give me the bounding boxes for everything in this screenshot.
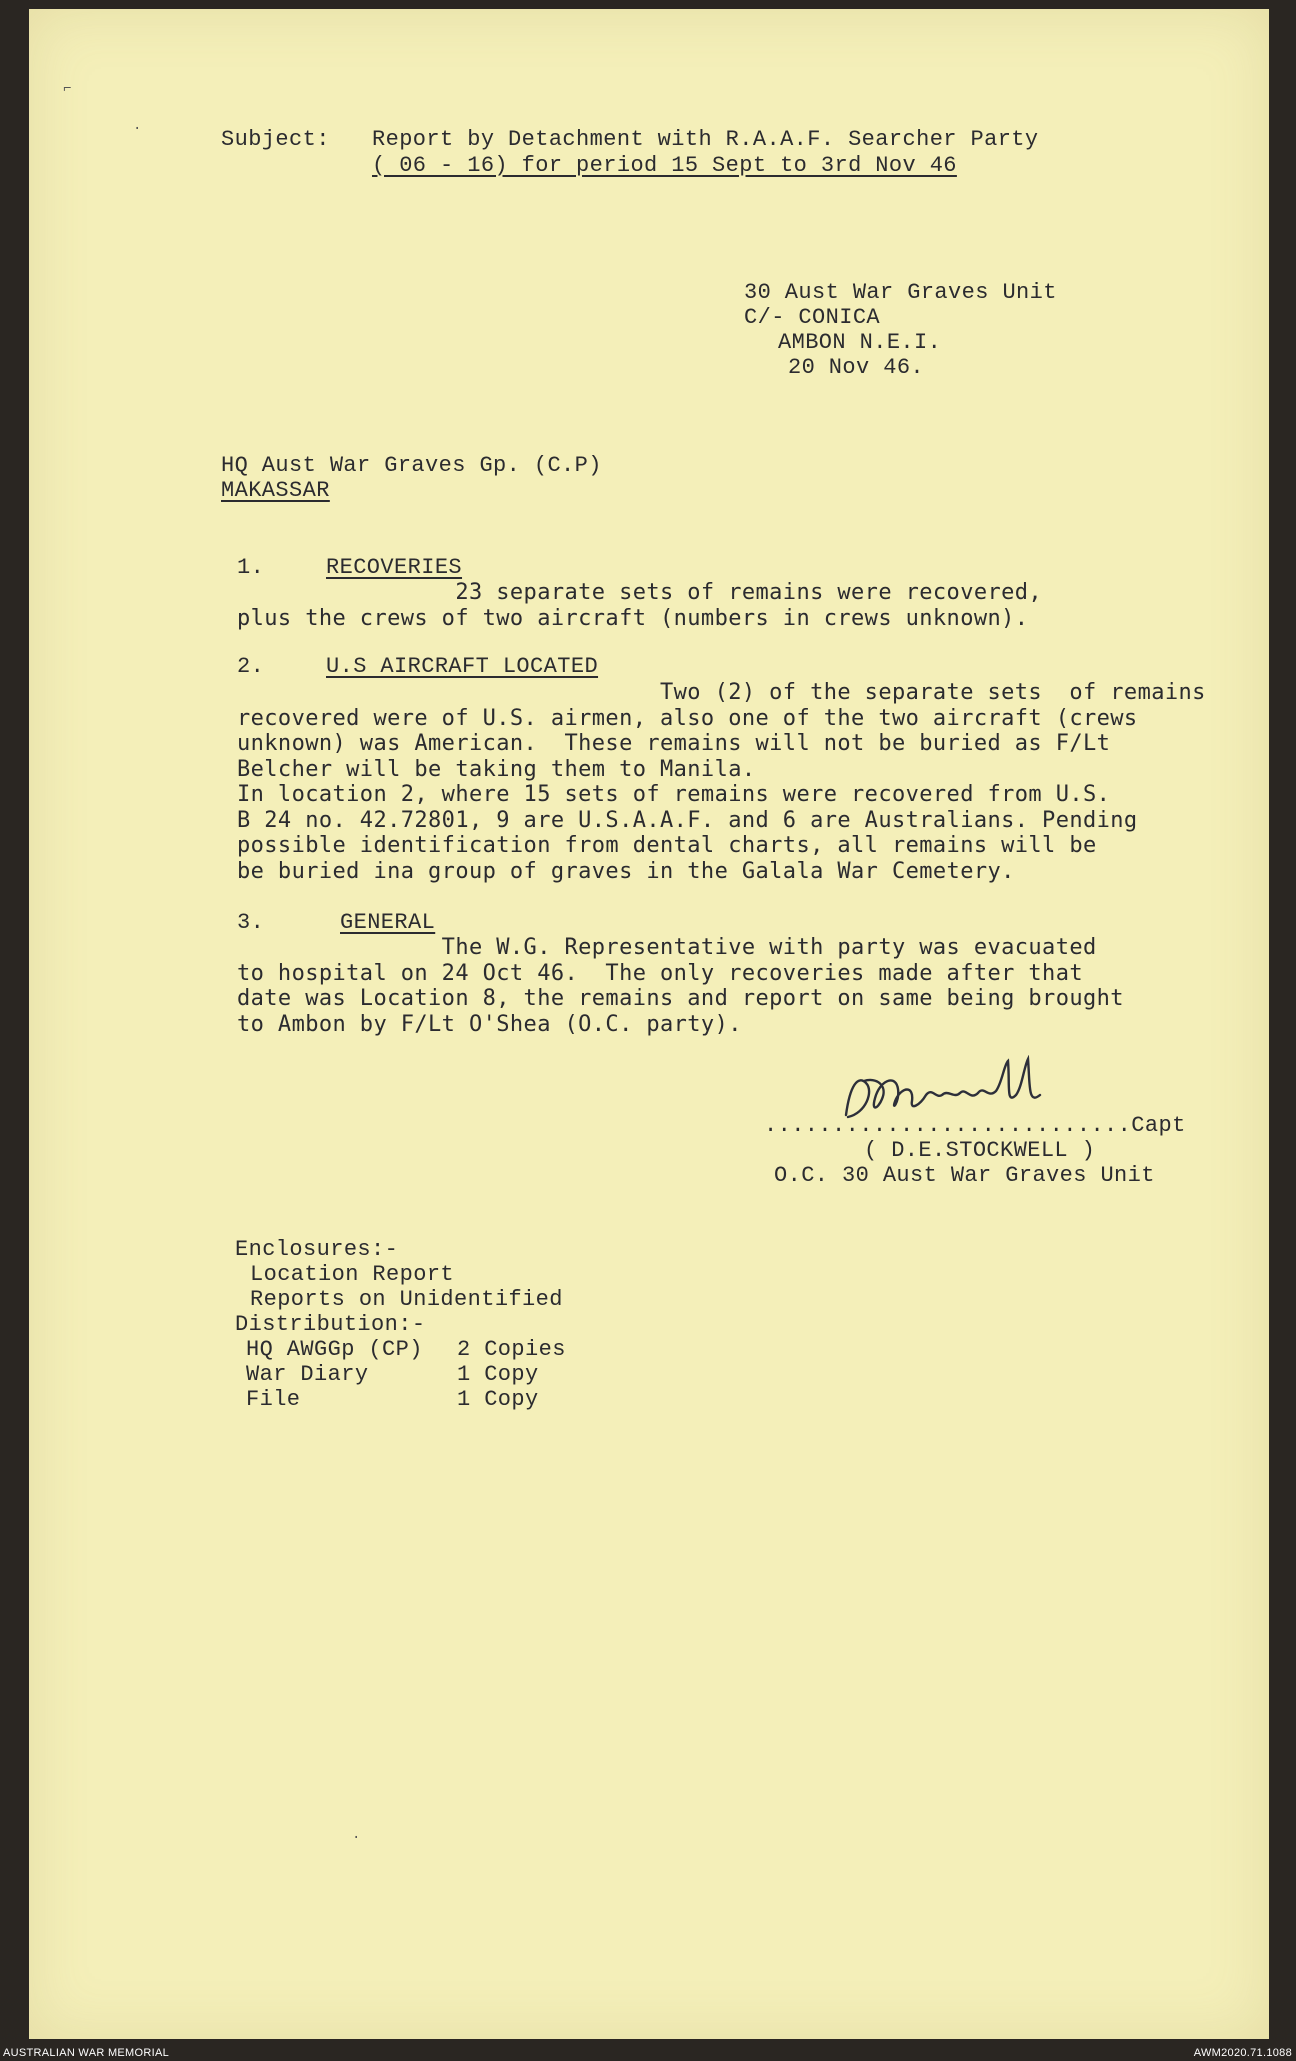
sender-date: 20 Nov 46. (788, 355, 925, 380)
section-1-number: 1. (237, 555, 265, 580)
sender-care-of: C/- CONICA (744, 305, 881, 330)
sender-unit: 30 Aust War Graves Unit (744, 280, 1057, 305)
section-2-number: 2. (237, 654, 265, 679)
distribution-name: War Diary (246, 1362, 369, 1387)
enclosure-item: Reports on Unidentified (250, 1287, 563, 1312)
distribution-copies: 2 Copies (457, 1337, 566, 1362)
section-3-heading: GENERAL (340, 910, 436, 935)
distribution-copies: 1 Copy (457, 1387, 539, 1412)
sender-location: AMBON N.E.I. (778, 330, 942, 355)
section-2-body: Two (2) of the separate sets of remains recovered were of U.S. airmen, also one of the two aircraft (crews unknown) was American. These remains will not be buried as F/Lt Belcher will be taking them to Manila. In location 2, where 15 sets of remains were recovered from U.S. B 24 no. 42.72801, 9 are U.S.A.A.F. and 6 are Australians. Pending possible identification from dental charts, all remains will be be buried ina group of graves in the Galala War Cemetery. (237, 680, 1206, 884)
signature-dots: ...........................Capt (764, 1113, 1186, 1138)
enclosure-item: Location Report (250, 1262, 455, 1287)
footer-archive-name: AUSTRALIAN WAR MEMORIAL (3, 2047, 170, 2059)
distribution-name: HQ AWGGp (CP) (246, 1337, 423, 1362)
distribution-label: Distribution:- (235, 1312, 426, 1337)
section-1-body: 23 separate sets of remains were recovered, plus the crews of two aircraft (numbers in crews unknown). (237, 580, 1043, 631)
subject-line-1: Report by Detachment with R.A.A.F. Searcher Party (372, 127, 1039, 152)
distribution-name: File (246, 1387, 301, 1412)
section-3-number: 3. (237, 910, 265, 935)
section-2-heading: U.S AIRCRAFT LOCATED (326, 654, 599, 679)
recipient-line-2: MAKASSAR (221, 478, 330, 503)
margin-mark: ⌐ (63, 81, 72, 97)
enclosures-label: Enclosures:- (235, 1237, 399, 1262)
section-1-heading: RECOVERIES (326, 555, 463, 580)
distribution-copies: 1 Copy (457, 1362, 539, 1387)
subject-label: Subject: (221, 127, 330, 152)
section-3-body: The W.G. Representative with party was evacuated to hospital on 24 Oct 46. The only recoveries made after that date was Location 8, the remains and report on same being brought to Ambon by F/Lt O'Shea (O.C. party). (237, 935, 1124, 1037)
margin-mark: · (133, 121, 142, 137)
recipient-line-1: HQ Aust War Graves Gp. (C.P) (221, 453, 602, 478)
signatory-name: ( D.E.STOCKWELL ) (864, 1138, 1096, 1163)
signatory-title: O.C. 30 Aust War Graves Unit (774, 1163, 1155, 1188)
subject-line-2: ( 06 - 16) for period 15 Sept to 3rd Nov 46 (372, 153, 957, 178)
paper-speck: · (352, 1830, 361, 1846)
footer-accession-number: AWM2020.71.1088 (1193, 2047, 1292, 2059)
